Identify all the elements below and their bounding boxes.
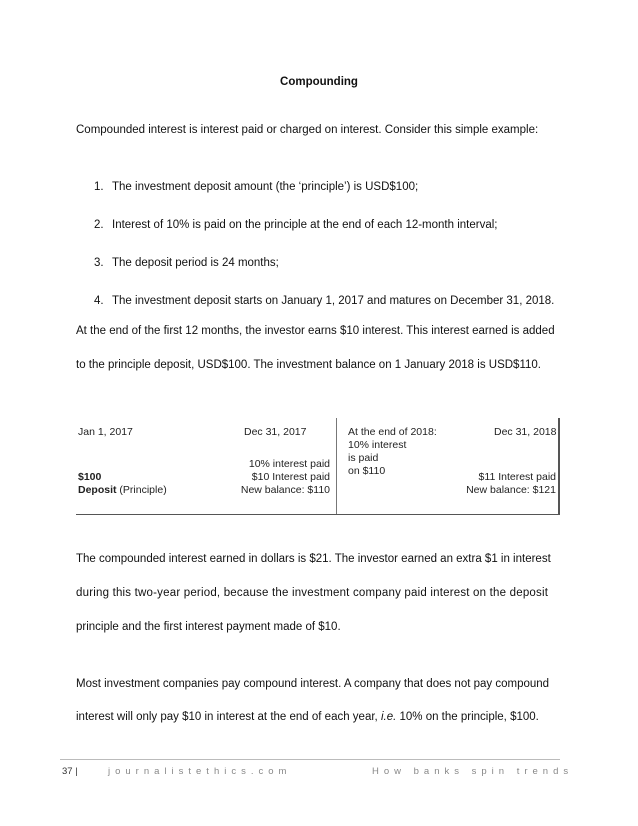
deposit-block (78, 471, 167, 497)
paragraph-4-line-2: interest will only pay $10 in interest at the end of each year, i.e. 10% on the principle, $100. (76, 711, 539, 723)
list-item-text: Interest of 10% is paid on the principle at the end of each 12-month interval; (112, 219, 498, 231)
page-number: 37 | (62, 766, 78, 777)
list-item (94, 294, 564, 308)
paragraph-3-line-3: principle and the first interest payment made of $10. (76, 621, 341, 633)
footer-site: journalistethics.com (108, 766, 292, 777)
year-one-end-date: Dec 31, 2017 (244, 426, 307, 438)
list-item-text: The investment deposit amount (the ‘principle’) is USD$100; (112, 181, 419, 193)
year-two-summary: $11 Interest paid New balance: $121 (466, 471, 556, 496)
list-item-text: The deposit period is 24 months; (112, 257, 279, 269)
list-item-number: 4. (94, 295, 104, 307)
list-item (94, 180, 564, 194)
paragraph-4-line-1: Most investment companies pay compound interest. A company that does not pay compound (76, 678, 550, 690)
list-item (94, 218, 564, 232)
year-one-summary: 10% interest paid $10 Interest paid New balance: $110 (240, 458, 330, 496)
list-item-number: 3. (94, 257, 104, 269)
list-item-number: 2. (94, 219, 104, 231)
list-item-number: 1. (94, 181, 104, 193)
figure-right-border (558, 418, 560, 514)
year-two-note: At the end of 2018: 10% interest is paid on $110 (348, 426, 437, 477)
paragraph-3-line-1: The compounded interest earned in dollars is $21. The investor earned an extra $1 in interest (76, 553, 551, 565)
footer-tagline: How banks spin trends (372, 766, 574, 777)
start-date: Jan 1, 2017 (78, 426, 133, 438)
paragraph-2-line-1: At the end of the first 12 months, the investor earns $10 interest. This interest earned is added (76, 325, 555, 337)
figure-divider (336, 418, 337, 514)
example-list (94, 180, 564, 332)
compounding-timeline-figure (76, 418, 560, 515)
footer-rule (60, 759, 560, 760)
paragraph-3-line-2: during this two-year period, because the investment company paid interest on the deposit (76, 587, 549, 599)
deposit-amount: $100 (78, 471, 102, 483)
deposit-label: Deposit (Principle) (78, 484, 167, 496)
list-item (94, 256, 564, 270)
year-two-end-date: Dec 31, 2018 (494, 426, 557, 438)
list-item-text: The investment deposit starts on January 1, 2017 and matures on December 31, 2018. (112, 295, 555, 307)
intro-paragraph: Compounded interest is interest paid or charged on interest. Consider this simple example: (76, 124, 539, 136)
paragraph-2-line-2: to the principle deposit, USD$100. The investment balance on 1 January 2018 is USD$110. (76, 359, 541, 371)
page-title: Compounding (280, 76, 358, 88)
